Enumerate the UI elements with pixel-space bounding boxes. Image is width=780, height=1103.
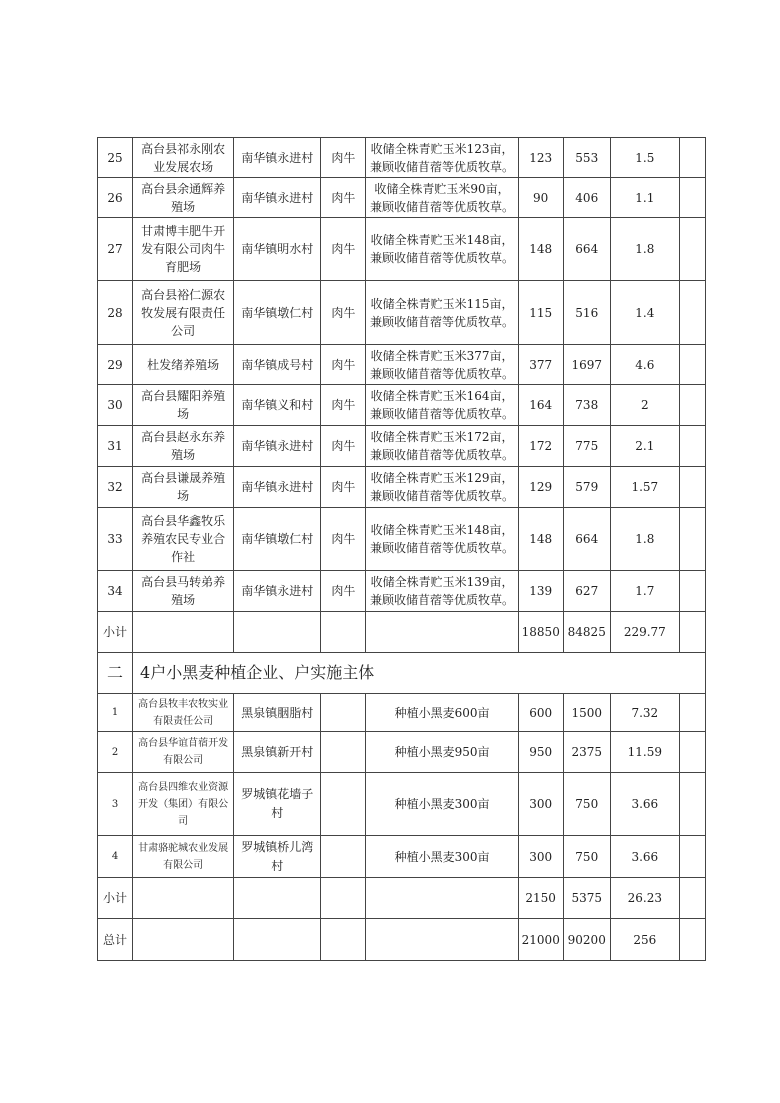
remark xyxy=(679,836,705,878)
livestock-type: 肉牛 xyxy=(321,467,366,508)
value-2: 2375 xyxy=(563,732,610,773)
village: 南华镇墩仁村 xyxy=(234,508,321,571)
value-3: 7.32 xyxy=(610,694,679,732)
value-1: 123 xyxy=(518,138,563,178)
livestock-type: 肉牛 xyxy=(321,571,366,612)
total-label: 总计 xyxy=(98,919,133,961)
livestock-type: 肉牛 xyxy=(321,218,366,281)
subtotal-value-1: 2150 xyxy=(518,878,563,919)
entity-name: 高台县赵永东养殖场 xyxy=(133,426,234,467)
row-number: 31 xyxy=(98,426,133,467)
livestock-type xyxy=(321,836,366,878)
value-2: 750 xyxy=(563,836,610,878)
entity-name: 高台县牧丰农牧实业有限责任公司 xyxy=(133,694,234,732)
subtotal-row xyxy=(98,612,706,653)
description: 收储全株青贮玉米90亩，兼顾收储苜蓿等优质牧草。 xyxy=(366,178,518,218)
description: 收储全株青贮玉米172亩，兼顾收储苜蓿等优质牧草。 xyxy=(366,426,518,467)
row-number: 26 xyxy=(98,178,133,218)
description: 收储全株青贮玉米123亩，兼顾收储苜蓿等优质牧草。 xyxy=(366,138,518,178)
value-2: 553 xyxy=(563,138,610,178)
value-2: 775 xyxy=(563,426,610,467)
row-number: 34 xyxy=(98,571,133,612)
description: 收储全株青贮玉米139亩，兼顾收储苜蓿等优质牧草。 xyxy=(366,571,518,612)
description: 收储全株青贮玉米115亩，兼顾收储苜蓿等优质牧草。 xyxy=(366,281,518,345)
entity-name: 甘肃骆驼城农业发展有限公司 xyxy=(133,836,234,878)
remark xyxy=(679,385,705,426)
value-3: 1.1 xyxy=(610,178,679,218)
village: 南华镇墩仁村 xyxy=(234,281,321,345)
value-1: 148 xyxy=(518,508,563,571)
village: 南华镇永进村 xyxy=(234,178,321,218)
entity-name: 高台县裕仁源农牧发展有限责任公司 xyxy=(133,281,234,345)
value-2: 627 xyxy=(563,571,610,612)
table-row xyxy=(98,836,706,878)
value-1: 300 xyxy=(518,773,563,836)
subtotal-value-2: 5375 xyxy=(563,878,610,919)
description: 收储全株青贮玉米129亩，兼顾收储苜蓿等优质牧草。 xyxy=(366,467,518,508)
village: 南华镇义和村 xyxy=(234,385,321,426)
subtotal-value-3: 26.23 xyxy=(610,878,679,919)
livestock-type: 肉牛 xyxy=(321,178,366,218)
value-2: 664 xyxy=(563,218,610,281)
section-number: 二 xyxy=(98,653,133,694)
value-1: 164 xyxy=(518,385,563,426)
entity-name: 高台县余通辉养殖场 xyxy=(133,178,234,218)
value-3: 2.1 xyxy=(610,426,679,467)
livestock-type xyxy=(321,694,366,732)
value-1: 300 xyxy=(518,836,563,878)
value-3: 11.59 xyxy=(610,732,679,773)
value-1: 139 xyxy=(518,571,563,612)
livestock-type xyxy=(321,732,366,773)
remark xyxy=(679,218,705,281)
entity-name: 高台县谦晟养殖场 xyxy=(133,467,234,508)
entity-name: 高台县耀阳养殖场 xyxy=(133,385,234,426)
value-2: 664 xyxy=(563,508,610,571)
table-row xyxy=(98,178,706,218)
value-1: 172 xyxy=(518,426,563,467)
table-row xyxy=(98,694,706,732)
row-number: 30 xyxy=(98,385,133,426)
total-value-1: 21000 xyxy=(518,919,563,961)
entity-name: 高台县四维农业资源开发（集团）有限公司 xyxy=(133,773,234,836)
subtotal-value-2: 84825 xyxy=(563,612,610,653)
remark xyxy=(679,138,705,178)
remark xyxy=(679,694,705,732)
description: 种植小黑麦300亩 xyxy=(366,773,518,836)
section-header-row xyxy=(98,653,706,694)
value-2: 1697 xyxy=(563,345,610,385)
entity-name: 高台县马转弟养殖场 xyxy=(133,571,234,612)
description: 种植小黑麦600亩 xyxy=(366,694,518,732)
description: 收储全株青贮玉米148亩，兼顾收储苜蓿等优质牧草。 xyxy=(366,508,518,571)
value-3: 1.8 xyxy=(610,508,679,571)
total-value-3: 256 xyxy=(610,919,679,961)
description: 种植小黑麦950亩 xyxy=(366,732,518,773)
value-3: 3.66 xyxy=(610,836,679,878)
value-3: 4.6 xyxy=(610,345,679,385)
village: 罗城镇花墙子村 xyxy=(234,773,321,836)
value-1: 950 xyxy=(518,732,563,773)
value-2: 579 xyxy=(563,467,610,508)
description: 种植小黑麦300亩 xyxy=(366,836,518,878)
section-title: 4户小黑麦种植企业、户实施主体 xyxy=(133,653,706,694)
entity-name: 高台县华鑫牧乐养殖农民专业合作社 xyxy=(133,508,234,571)
livestock-type: 肉牛 xyxy=(321,385,366,426)
remark xyxy=(679,178,705,218)
table-row xyxy=(98,773,706,836)
entity-name: 杜发绪养殖场 xyxy=(133,345,234,385)
value-1: 115 xyxy=(518,281,563,345)
subtotal-label: 小计 xyxy=(98,878,133,919)
subtotal-value-1: 18850 xyxy=(518,612,563,653)
table-row xyxy=(98,467,706,508)
subtotal-value-3: 229.77 xyxy=(610,612,679,653)
value-3: 1.57 xyxy=(610,467,679,508)
village: 黑泉镇新开村 xyxy=(234,732,321,773)
total-value-2: 90200 xyxy=(563,919,610,961)
value-2: 516 xyxy=(563,281,610,345)
row-number: 1 xyxy=(98,694,133,732)
description: 收储全株青贮玉米377亩，兼顾收储苜蓿等优质牧草。 xyxy=(366,345,518,385)
livestock-type xyxy=(321,773,366,836)
table-row xyxy=(98,508,706,571)
value-2: 406 xyxy=(563,178,610,218)
value-3: 1.8 xyxy=(610,218,679,281)
table-row xyxy=(98,281,706,345)
value-3: 3.66 xyxy=(610,773,679,836)
remark xyxy=(679,467,705,508)
village: 南华镇永进村 xyxy=(234,426,321,467)
table-row xyxy=(98,426,706,467)
value-1: 148 xyxy=(518,218,563,281)
village: 南华镇明水村 xyxy=(234,218,321,281)
table-row xyxy=(98,385,706,426)
row-number: 2 xyxy=(98,732,133,773)
description: 收储全株青贮玉米148亩，兼顾收储苜蓿等优质牧草。 xyxy=(366,218,518,281)
remark xyxy=(679,571,705,612)
entity-name: 高台县华谊苜蓿开发有限公司 xyxy=(133,732,234,773)
row-number: 32 xyxy=(98,467,133,508)
village: 南华镇永进村 xyxy=(234,571,321,612)
subtotal-label: 小计 xyxy=(98,612,133,653)
value-2: 1500 xyxy=(563,694,610,732)
village: 南华镇永进村 xyxy=(234,138,321,178)
remark xyxy=(679,281,705,345)
value-3: 1.5 xyxy=(610,138,679,178)
value-2: 738 xyxy=(563,385,610,426)
remark xyxy=(679,732,705,773)
remark xyxy=(679,508,705,571)
value-1: 377 xyxy=(518,345,563,385)
subtotal-row xyxy=(98,878,706,919)
entity-name: 高台县祁永刚农业发展农场 xyxy=(133,138,234,178)
table-row xyxy=(98,218,706,281)
table-row xyxy=(98,732,706,773)
total-row xyxy=(98,919,706,961)
village: 黑泉镇胭脂村 xyxy=(234,694,321,732)
row-number: 3 xyxy=(98,773,133,836)
value-3: 1.4 xyxy=(610,281,679,345)
value-3: 1.7 xyxy=(610,571,679,612)
row-number: 29 xyxy=(98,345,133,385)
livestock-type: 肉牛 xyxy=(321,508,366,571)
value-1: 90 xyxy=(518,178,563,218)
entity-name: 甘肃博丰肥牛开发有限公司肉牛育肥场 xyxy=(133,218,234,281)
row-number: 25 xyxy=(98,138,133,178)
description: 收储全株青贮玉米164亩，兼顾收储苜蓿等优质牧草。 xyxy=(366,385,518,426)
table-row xyxy=(98,571,706,612)
project-table xyxy=(97,137,706,961)
village: 罗城镇桥儿湾村 xyxy=(234,836,321,878)
remark xyxy=(679,773,705,836)
village: 南华镇成号村 xyxy=(234,345,321,385)
value-1: 129 xyxy=(518,467,563,508)
row-number: 4 xyxy=(98,836,133,878)
livestock-type: 肉牛 xyxy=(321,138,366,178)
value-3: 2 xyxy=(610,385,679,426)
remark xyxy=(679,345,705,385)
village: 南华镇永进村 xyxy=(234,467,321,508)
table-row xyxy=(98,345,706,385)
livestock-type: 肉牛 xyxy=(321,281,366,345)
value-2: 750 xyxy=(563,773,610,836)
livestock-type: 肉牛 xyxy=(321,426,366,467)
value-1: 600 xyxy=(518,694,563,732)
table-row xyxy=(98,138,706,178)
row-number: 27 xyxy=(98,218,133,281)
row-number: 33 xyxy=(98,508,133,571)
remark xyxy=(679,426,705,467)
livestock-type: 肉牛 xyxy=(321,345,366,385)
row-number: 28 xyxy=(98,281,133,345)
